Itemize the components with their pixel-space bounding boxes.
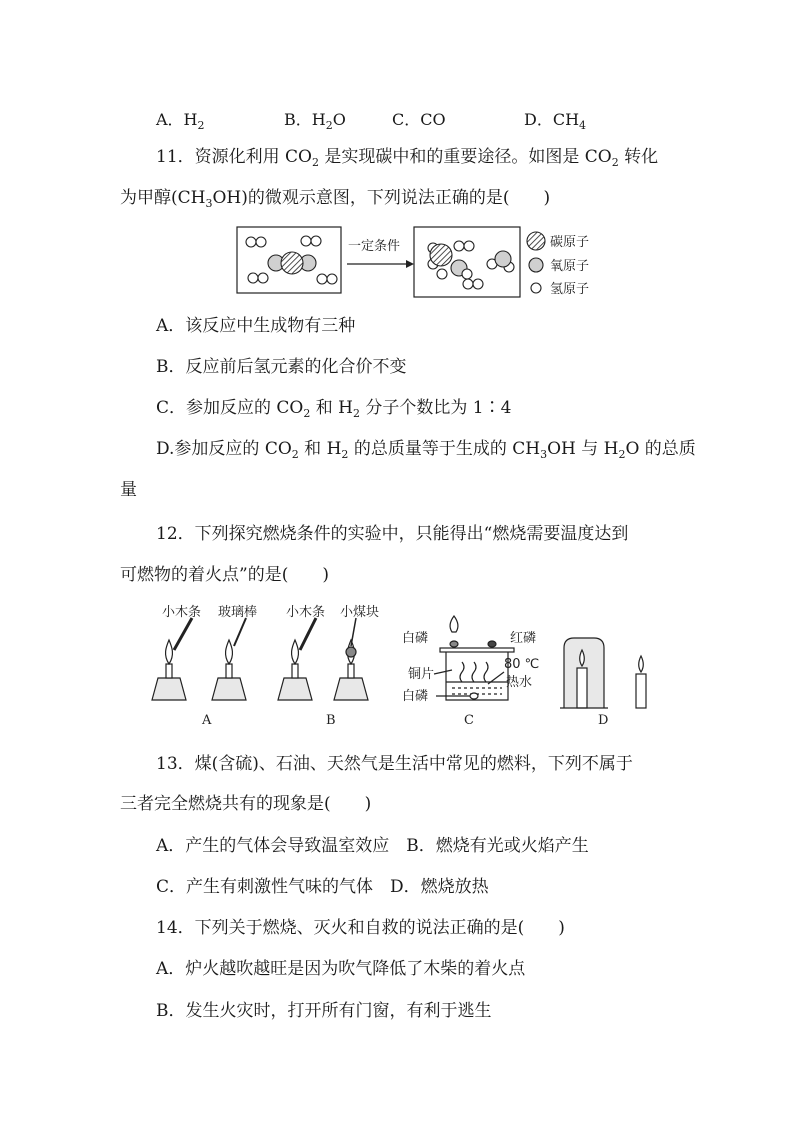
reaction-arrow bbox=[406, 260, 414, 268]
svg-text:铜片: 铜片 bbox=[408, 667, 435, 682]
svg-text:小煤块: 小煤块 bbox=[340, 605, 380, 620]
q12-stem-line2: 可燃物的着火点”的是( ) bbox=[120, 565, 329, 585]
q14-stem: 14．下列关于燃烧、灭火和自救的说法正确的是( ) bbox=[156, 918, 565, 938]
arrow-label: 一定条件 bbox=[348, 239, 401, 254]
svg-text:A: A bbox=[202, 713, 212, 728]
q12-experiment-diagram bbox=[140, 600, 660, 730]
alcohol-lamp-a2 bbox=[212, 618, 246, 700]
q13-options-ab: A．产生的气体会导致温室效应 B．燃烧有光或火焰产生 bbox=[156, 836, 589, 856]
q10-option-c: C．CO bbox=[392, 110, 446, 129]
svg-text:B: B bbox=[326, 713, 336, 728]
svg-text:小木条: 小木条 bbox=[162, 605, 202, 620]
svg-text:80 ℃: 80 ℃ bbox=[504, 657, 540, 672]
oxygen-atom-legend-icon bbox=[529, 258, 543, 272]
q11-stem-line1: 11．资源化利用 $CO_2$ 是实现碳中和的重要途径。如图是 $CO_2$ 转化 bbox=[156, 147, 659, 169]
q11-option-b: B．反应前后氢元素的化合价不变 bbox=[156, 357, 407, 377]
q13-options-cd: C．产生有刺激性气味的气体 D．燃烧放热 bbox=[156, 877, 489, 897]
q14-option-b: B．发生火灾时，打开所有门窗，有利于逃生 bbox=[156, 1001, 492, 1021]
q12-stem-line1: 12．下列探究燃烧条件的实验中，只能得出“燃烧需要温度达到 bbox=[156, 524, 629, 544]
alcohol-lamp-b2 bbox=[334, 618, 368, 700]
svg-text:热水: 热水 bbox=[506, 675, 533, 690]
svg-text:氧原子: 氧原子 bbox=[550, 259, 590, 274]
hydrogen-atom-legend-icon bbox=[531, 283, 541, 293]
q11-option-d-cont: 量 bbox=[120, 480, 137, 500]
q10-option-d: D．$CH_4$ bbox=[524, 110, 587, 132]
q11-molecule-diagram bbox=[230, 222, 610, 302]
q13-stem-line2: 三者完全燃烧共有的现象是( ) bbox=[120, 794, 372, 814]
q13-stem-line1: 13．煤(含硫)、石油、天然气是生活中常见的燃料，下列不属于 bbox=[156, 754, 633, 774]
q11-stem-line2: 为甲醇$(CH_3OH)$的微观示意图，下列说法正确的是( ) bbox=[120, 188, 551, 210]
carbon-atom-legend-icon bbox=[527, 232, 545, 250]
co2-molecule bbox=[268, 252, 316, 274]
q11-option-c: C．参加反应的 $CO_2$ 和 $H_2$ 分子个数比为 1∶4 bbox=[156, 398, 512, 420]
q11-option-d: D.参加反应的 $CO_2$ 和 $H_2$ 的总质量等于生成的 $CH_3OH$ 与 $H_2O$ 的总质 bbox=[156, 439, 696, 461]
alcohol-lamp-a1 bbox=[152, 618, 192, 700]
q10-option-b: B．$H_2O$ bbox=[284, 110, 346, 132]
svg-text:碳原子: 碳原子 bbox=[550, 235, 590, 250]
svg-text:D: D bbox=[598, 713, 609, 728]
legend bbox=[527, 232, 589, 297]
svg-text:玻璃棒: 玻璃棒 bbox=[218, 605, 258, 620]
svg-text:小木条: 小木条 bbox=[286, 605, 326, 620]
svg-text:氢原子: 氢原子 bbox=[550, 282, 590, 297]
svg-text:红磷: 红磷 bbox=[510, 631, 537, 646]
q11-option-a: A．该反应中生成物有三种 bbox=[156, 316, 356, 336]
svg-text:白磷: 白磷 bbox=[402, 689, 429, 704]
candles-setup-d bbox=[560, 638, 646, 708]
svg-text:C: C bbox=[464, 713, 474, 728]
q10-option-a: A．$H_2$ bbox=[156, 110, 205, 132]
q14-option-a: A．炉火越吹越旺是因为吹气降低了木柴的着火点 bbox=[156, 959, 526, 979]
svg-text:白磷: 白磷 bbox=[402, 631, 429, 646]
alcohol-lamp-b1 bbox=[278, 618, 316, 700]
